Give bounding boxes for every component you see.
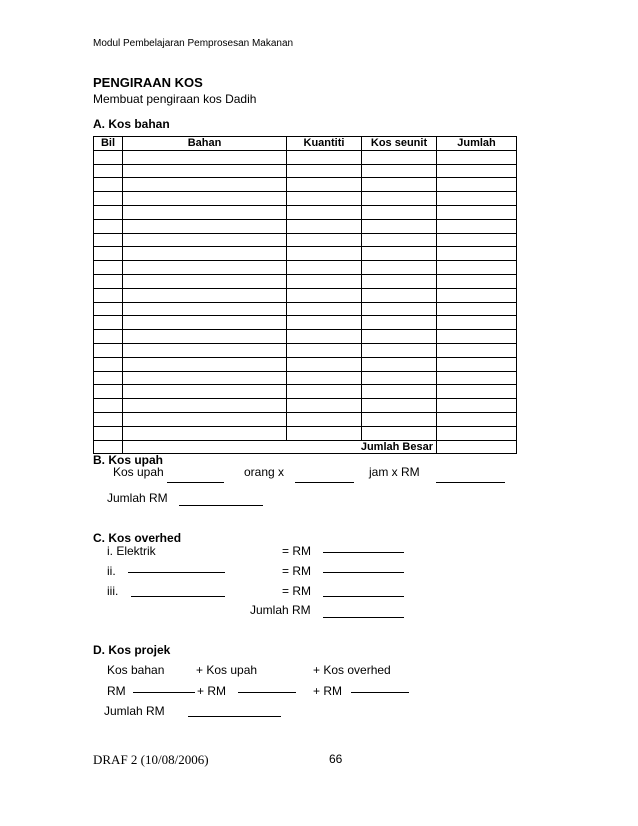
kuantiti-cell[interactable] — [287, 219, 362, 233]
section-b-heading: B. Kos upah — [93, 453, 164, 467]
jumlah-cell[interactable] — [437, 178, 517, 192]
kos-seunit-cell[interactable] — [362, 205, 437, 219]
kos-upah-label: Kos upah — [113, 465, 164, 479]
kos-seunit-cell[interactable] — [362, 164, 437, 178]
overhed-item-iii-amount-line[interactable] — [323, 596, 404, 597]
kuantiti-cell[interactable] — [287, 399, 362, 413]
column-header-bahan: Bahan — [123, 137, 287, 151]
jumlah-cell[interactable] — [437, 233, 517, 247]
orang-label: orang x — [244, 465, 285, 479]
bahan-cell[interactable] — [123, 330, 287, 344]
kos-seunit-cell[interactable] — [362, 412, 437, 426]
bil-cell[interactable] — [94, 330, 123, 344]
projek-plus-rm-2: + RM — [313, 684, 343, 698]
jumlah-upah-label: Jumlah RM — [107, 491, 168, 505]
kos-seunit-cell[interactable] — [362, 261, 437, 275]
kuantiti-cell[interactable] — [287, 412, 362, 426]
plus-kos-upah-label: + Kos upah — [196, 663, 258, 677]
kuantiti-cell[interactable] — [287, 288, 362, 302]
jumlah-cell[interactable] — [437, 399, 517, 413]
bil-cell[interactable] — [94, 150, 123, 164]
kos-seunit-cell[interactable] — [362, 192, 437, 206]
bil-cell[interactable] — [94, 247, 123, 261]
bahan-cell[interactable] — [123, 371, 287, 385]
rate-blank-line[interactable] — [436, 482, 505, 483]
kuantiti-cell[interactable] — [287, 247, 362, 261]
kos-seunit-cell[interactable] — [362, 302, 437, 316]
elektrik-amount-line[interactable] — [323, 552, 404, 553]
grand-total-cell[interactable] — [437, 440, 517, 454]
kuantiti-cell[interactable] — [287, 426, 362, 440]
bil-cell[interactable] — [94, 164, 123, 178]
jumlah-cell[interactable] — [437, 274, 517, 288]
bil-cell[interactable] — [94, 426, 123, 440]
bahan-cell[interactable] — [123, 385, 287, 399]
table-row — [94, 371, 517, 385]
column-header-kos-seunit: Kos seunit — [362, 137, 437, 151]
bil-cell[interactable] — [94, 302, 123, 316]
table-row — [94, 178, 517, 192]
bahan-cell[interactable] — [123, 302, 287, 316]
bil-cell[interactable] — [94, 219, 123, 233]
overhed-eq-rm-1: = RM — [282, 544, 312, 558]
kos-seunit-cell[interactable] — [362, 274, 437, 288]
table-total-row — [94, 440, 517, 454]
bahan-cell[interactable] — [123, 399, 287, 413]
overhed-item-iii: iii. — [107, 584, 119, 598]
jumlah-cell[interactable] — [437, 371, 517, 385]
bahan-cell[interactable] — [123, 150, 287, 164]
kuantiti-cell[interactable] — [287, 343, 362, 357]
kuantiti-cell[interactable] — [287, 164, 362, 178]
kuantiti-cell[interactable] — [287, 274, 362, 288]
jumlah-projek-label: Jumlah RM — [104, 704, 165, 718]
bil-cell[interactable] — [94, 288, 123, 302]
column-header-jumlah: Jumlah — [437, 137, 517, 151]
section-c-heading: C. Kos overhed — [93, 531, 182, 545]
kos-seunit-cell[interactable] — [362, 330, 437, 344]
jumlah-overhed-line[interactable] — [323, 617, 404, 618]
kuantiti-cell[interactable] — [287, 330, 362, 344]
kos-seunit-cell[interactable] — [362, 233, 437, 247]
kos-seunit-cell[interactable] — [362, 316, 437, 330]
bahan-cell[interactable] — [123, 274, 287, 288]
jumlah-overhed-label: Jumlah RM — [250, 603, 311, 617]
bahan-cell[interactable] — [123, 192, 287, 206]
kos-seunit-cell[interactable] — [362, 343, 437, 357]
jumlah-cell[interactable] — [437, 357, 517, 371]
kos-seunit-cell[interactable] — [362, 178, 437, 192]
table-row — [94, 412, 517, 426]
projek-kos-bahan-line[interactable] — [133, 692, 195, 693]
projek-kos-upah-line[interactable] — [238, 692, 296, 693]
table-row — [94, 288, 517, 302]
overhed-item-ii-amount-line[interactable] — [323, 572, 404, 573]
table-row — [94, 150, 517, 164]
kos-seunit-cell[interactable] — [362, 385, 437, 399]
jumlah-projek-line[interactable] — [188, 716, 281, 717]
projek-plus-rm-1: + RM — [197, 684, 227, 698]
overhed-item-elektrik: i. Elektrik — [107, 544, 156, 558]
overhed-item-ii-name-line[interactable] — [128, 572, 225, 573]
kos-upah-blank-line[interactable] — [167, 482, 224, 483]
draft-footer: DRAF 2 (10/08/2006) — [93, 752, 209, 767]
jumlah-cell[interactable] — [437, 247, 517, 261]
bil-cell[interactable] — [94, 192, 123, 206]
overhed-eq-rm-3: = RM — [282, 584, 312, 598]
kos-seunit-cell[interactable] — [362, 219, 437, 233]
bahan-cell[interactable] — [123, 316, 287, 330]
table-row — [94, 316, 517, 330]
kos-bahan-label: Kos bahan — [107, 663, 165, 677]
kuantiti-cell[interactable] — [287, 205, 362, 219]
jumlah-upah-blank-line[interactable] — [179, 505, 263, 506]
kos-seunit-cell[interactable] — [362, 357, 437, 371]
overhed-item-ii: ii. — [107, 564, 116, 578]
table-row — [94, 261, 517, 275]
page-number: 66 — [329, 752, 343, 766]
bil-cell[interactable] — [94, 385, 123, 399]
table-row — [94, 302, 517, 316]
bahan-cell[interactable] — [123, 247, 287, 261]
section-a-heading: A. Kos bahan — [93, 117, 170, 131]
bahan-cell[interactable] — [123, 205, 287, 219]
table-row — [94, 343, 517, 357]
kos-seunit-cell[interactable] — [362, 150, 437, 164]
table-row — [94, 274, 517, 288]
table-row — [94, 330, 517, 344]
bahan-cell[interactable] — [123, 343, 287, 357]
table-body — [94, 150, 517, 440]
page-subtitle: Membuat pengiraan kos Dadih — [93, 92, 257, 106]
kuantiti-cell[interactable] — [287, 150, 362, 164]
bahan-cell[interactable] — [123, 412, 287, 426]
kuantiti-cell[interactable] — [287, 316, 362, 330]
jumlah-cell[interactable] — [437, 205, 517, 219]
bahan-cell[interactable] — [123, 261, 287, 275]
bil-cell[interactable] — [94, 357, 123, 371]
jumlah-cell[interactable] — [437, 316, 517, 330]
jumlah-cell[interactable] — [437, 412, 517, 426]
kuantiti-cell[interactable] — [287, 371, 362, 385]
column-header-kuantiti: Kuantiti — [287, 137, 362, 151]
module-header: Modul Pembelajaran Pemprosesan Makanan — [93, 38, 294, 49]
kos-seunit-cell[interactable] — [362, 399, 437, 413]
kuantiti-cell[interactable] — [287, 233, 362, 247]
jumlah-cell[interactable] — [437, 343, 517, 357]
kuantiti-cell[interactable] — [287, 357, 362, 371]
kuantiti-cell[interactable] — [287, 385, 362, 399]
page-title: PENGIRAAN KOS — [93, 75, 203, 90]
table-row — [94, 399, 517, 413]
grand-total-label: Jumlah Besar — [123, 440, 437, 454]
bahan-cell[interactable] — [123, 357, 287, 371]
jumlah-cell[interactable] — [437, 288, 517, 302]
jumlah-cell[interactable] — [437, 219, 517, 233]
bahan-cell[interactable] — [123, 288, 287, 302]
bahan-cell[interactable] — [123, 164, 287, 178]
kos-seunit-cell[interactable] — [362, 426, 437, 440]
overhed-eq-rm-2: = RM — [282, 564, 312, 578]
bil-cell[interactable] — [94, 205, 123, 219]
kuantiti-cell[interactable] — [287, 192, 362, 206]
bahan-cell[interactable] — [123, 233, 287, 247]
table-row — [94, 426, 517, 440]
bil-cell[interactable] — [94, 412, 123, 426]
jam-rm-label: jam x RM — [369, 465, 420, 479]
kuantiti-cell[interactable] — [287, 261, 362, 275]
section-d-heading: D. Kos projek — [93, 643, 171, 657]
jumlah-cell[interactable] — [437, 261, 517, 275]
table-row — [94, 219, 517, 233]
table-row — [94, 357, 517, 371]
jumlah-cell[interactable] — [437, 426, 517, 440]
jumlah-cell[interactable] — [437, 302, 517, 316]
jam-blank-line[interactable] — [295, 482, 354, 483]
table-row — [94, 164, 517, 178]
bil-cell[interactable] — [94, 233, 123, 247]
bil-cell[interactable] — [94, 371, 123, 385]
jumlah-cell[interactable] — [437, 164, 517, 178]
bil-cell[interactable] — [94, 274, 123, 288]
jumlah-cell[interactable] — [437, 385, 517, 399]
bahan-cell[interactable] — [123, 178, 287, 192]
table-row — [94, 385, 517, 399]
table-row — [94, 247, 517, 261]
kuantiti-cell[interactable] — [287, 178, 362, 192]
jumlah-cell[interactable] — [437, 150, 517, 164]
kos-seunit-cell[interactable] — [362, 288, 437, 302]
overhed-item-iii-name-line[interactable] — [131, 596, 225, 597]
column-header-bil: Bil — [94, 137, 123, 151]
projek-rm-label: RM — [107, 684, 126, 698]
total-row-bil-cell — [94, 440, 123, 454]
bil-cell[interactable] — [94, 343, 123, 357]
bahan-cell[interactable] — [123, 426, 287, 440]
material-cost-table — [93, 136, 517, 454]
bil-cell[interactable] — [94, 178, 123, 192]
jumlah-cell[interactable] — [437, 192, 517, 206]
kos-seunit-cell[interactable] — [362, 371, 437, 385]
table-row — [94, 192, 517, 206]
bil-cell[interactable] — [94, 261, 123, 275]
bahan-cell[interactable] — [123, 219, 287, 233]
jumlah-cell[interactable] — [437, 330, 517, 344]
kos-seunit-cell[interactable] — [362, 247, 437, 261]
bil-cell[interactable] — [94, 399, 123, 413]
projek-kos-overhed-line[interactable] — [351, 692, 409, 693]
table-row — [94, 233, 517, 247]
kuantiti-cell[interactable] — [287, 302, 362, 316]
bil-cell[interactable] — [94, 316, 123, 330]
table-header-row — [94, 137, 517, 151]
table-row — [94, 205, 517, 219]
plus-kos-overhed-label: + Kos overhed — [313, 663, 391, 677]
